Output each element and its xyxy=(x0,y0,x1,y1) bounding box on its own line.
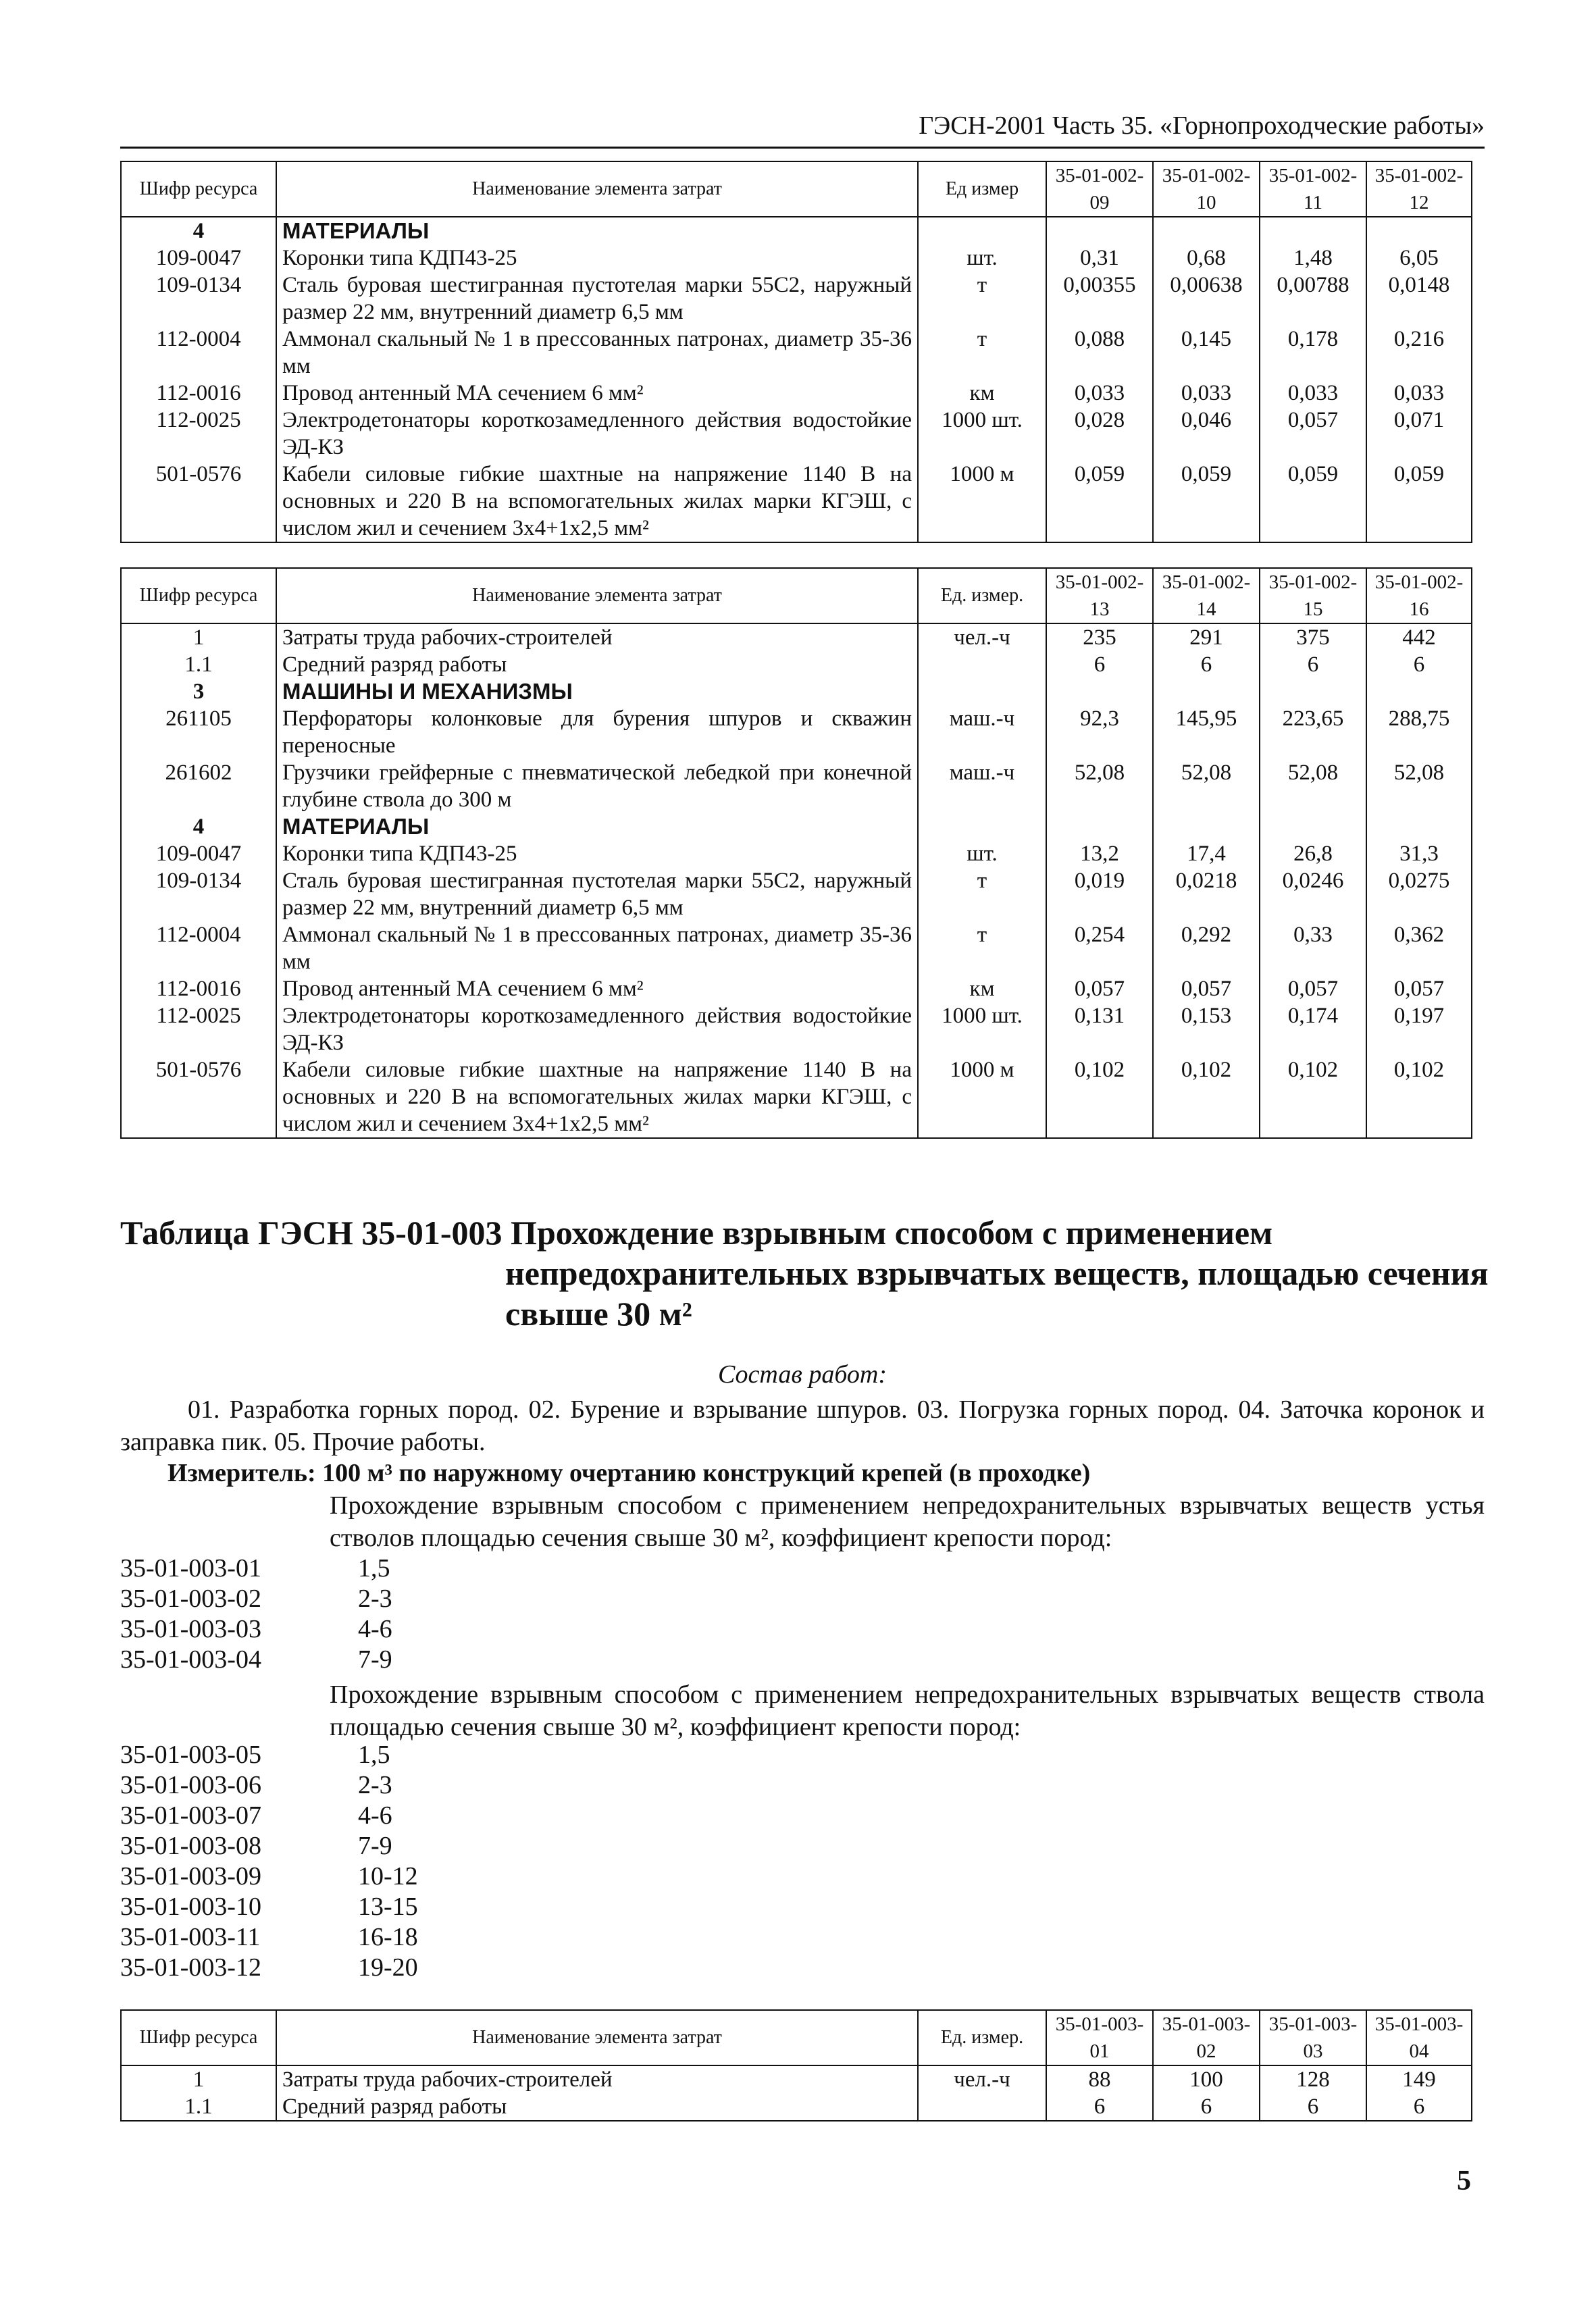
header-name: Наименование элемента затрат xyxy=(276,161,918,217)
table-header-row xyxy=(121,2010,1472,2065)
norm-code: 35-01-003-11 xyxy=(120,1923,261,1951)
running-header: ГЭСН-2001 Часть 35. «Горнопроходческие работы» xyxy=(919,111,1485,140)
header-col-3: 35-01-003-03 xyxy=(1260,2010,1366,2065)
resource-name: МАТЕРИАЛЫ xyxy=(276,813,918,840)
resource-value: 0,057 xyxy=(1260,407,1366,461)
resource-value: 0,057 xyxy=(1366,975,1472,1002)
description-2: Прохождение взрывным способом с применением непредохранительных взрывчатых веществ ствола площадью сечения свыше 30 м², коэффициент крепости пород: xyxy=(330,1680,1485,1741)
resource-value: 442 xyxy=(1366,623,1472,651)
hardness-value: 2-3 xyxy=(358,1771,392,1799)
resource-value: 128 xyxy=(1260,2065,1366,2093)
resource-value: 17,4 xyxy=(1153,840,1260,867)
code-list-2 xyxy=(120,1740,418,1983)
resource-value: 0,254 xyxy=(1046,921,1153,975)
norm-code: 35-01-003-04 xyxy=(120,1645,261,1674)
resource-value xyxy=(1046,813,1153,840)
table-row xyxy=(121,245,1472,272)
resource-code: 501-0576 xyxy=(121,1056,276,1138)
resource-code: 261105 xyxy=(121,705,276,759)
resource-name: МАШИНЫ И МЕХАНИЗМЫ xyxy=(276,678,918,705)
table-row xyxy=(121,840,1472,867)
resource-table-3 xyxy=(120,2009,1472,2122)
resource-unit: шт. xyxy=(918,840,1046,867)
resource-value: 6 xyxy=(1153,2093,1260,2121)
resource-value: 0,059 xyxy=(1260,461,1366,542)
table-row xyxy=(121,272,1472,326)
resource-value: 6 xyxy=(1366,651,1472,678)
resource-name: Кабели силовые гибкие шахтные на напряжение 1140 В на основных и 220 В на вспомогательных жилах марки КГЭШ, с числом жил и сечением 3х4+1х2,5 мм² xyxy=(276,461,918,542)
table-row xyxy=(121,975,1472,1002)
meter-text: Измеритель: 100 м³ по наружному очертанию конструкций крепей (в проходке) xyxy=(168,1459,1091,1487)
resource-value: 0,059 xyxy=(1366,461,1472,542)
resource-code: 1.1 xyxy=(121,2093,276,2121)
resource-value: 31,3 xyxy=(1366,840,1472,867)
resource-value: 0,0246 xyxy=(1260,867,1366,921)
resource-code: 112-0004 xyxy=(121,326,276,380)
resource-name: Затраты труда рабочих-строителей xyxy=(276,2065,918,2093)
table-row xyxy=(121,2093,1472,2121)
resource-value: 92,3 xyxy=(1046,705,1153,759)
resource-code: 112-0016 xyxy=(121,975,276,1002)
resource-name: Сталь буровая шестигранная пустотелая марки 55С2, наружный размер 22 мм, внутренний диаметр 6,5 мм xyxy=(276,272,918,326)
resource-value: 0,68 xyxy=(1153,245,1260,272)
resource-name: Кабели силовые гибкие шахтные на напряжение 1140 В на основных и 220 В на вспомогательных жилах марки КГЭШ, с числом жил и сечением 3х4+1х2,5 мм² xyxy=(276,1056,918,1138)
header-code: Шифр ресурса xyxy=(121,2010,276,2065)
resource-value: 0,131 xyxy=(1046,1002,1153,1056)
header-code: Шифр ресурса xyxy=(121,568,276,623)
resource-unit: маш.-ч xyxy=(918,705,1046,759)
resource-value: 6 xyxy=(1046,651,1153,678)
resource-code: 112-0025 xyxy=(121,1002,276,1056)
norm-code: 35-01-003-09 xyxy=(120,1862,261,1891)
resource-name: Электродетонаторы короткозамедленного действия водостойкие ЭД-КЗ xyxy=(276,407,918,461)
resource-unit xyxy=(918,651,1046,678)
resource-value: 223,65 xyxy=(1260,705,1366,759)
resource-value: 0,028 xyxy=(1046,407,1153,461)
resource-unit: км xyxy=(918,380,1046,407)
resource-unit xyxy=(918,217,1046,245)
header-col-2: 35-01-003-02 xyxy=(1153,2010,1260,2065)
resource-code: 112-0004 xyxy=(121,921,276,975)
description-1: Прохождение взрывным способом с применением непредохранительных взрывчатых веществ устья стволов площадью сечения свыше 30 м², коэффициент крепости пород: xyxy=(330,1491,1485,1552)
header-unit: Ед. измер. xyxy=(918,2010,1046,2065)
table-header-row xyxy=(121,161,1472,217)
header-col-3: 35-01-002-15 xyxy=(1260,568,1366,623)
resource-value: 235 xyxy=(1046,623,1153,651)
resource-name: Средний разряд работы xyxy=(276,651,918,678)
resource-name: Провод антенный МА сечением 6 мм² xyxy=(276,380,918,407)
resource-value: 288,75 xyxy=(1366,705,1472,759)
header-col-2: 35-01-002-14 xyxy=(1153,568,1260,623)
resource-value: 100 xyxy=(1153,2065,1260,2093)
resource-value xyxy=(1153,217,1260,245)
table-row xyxy=(121,1002,1472,1056)
resource-value: 6 xyxy=(1046,2093,1153,2121)
table-title xyxy=(120,1212,1491,1334)
code-list-1 xyxy=(120,1553,392,1675)
resource-unit: 1000 м xyxy=(918,1056,1046,1138)
resource-value xyxy=(1153,813,1260,840)
resource-code: 109-0047 xyxy=(121,840,276,867)
norm-code: 35-01-003-01 xyxy=(120,1554,261,1583)
resource-value: 52,08 xyxy=(1366,759,1472,813)
header-col-4: 35-01-002-12 xyxy=(1366,161,1472,217)
resource-value: 0,145 xyxy=(1153,326,1260,380)
header-col-1: 35-01-002-09 xyxy=(1046,161,1153,217)
resource-value xyxy=(1046,678,1153,705)
resource-value xyxy=(1260,217,1366,245)
resource-unit: 1000 шт. xyxy=(918,1002,1046,1056)
table-row xyxy=(121,407,1472,461)
resource-value: 0,178 xyxy=(1260,326,1366,380)
hardness-value: 16-18 xyxy=(358,1923,418,1951)
resource-name: Коронки типа КДП43-25 xyxy=(276,840,918,867)
hardness-value: 1,5 xyxy=(358,1741,390,1769)
resource-value: 6 xyxy=(1260,2093,1366,2121)
resource-value xyxy=(1153,678,1260,705)
resource-name: Грузчики грейферные с пневматической лебедкой при конечной глубине ствола до 300 м xyxy=(276,759,918,813)
resource-name: Коронки типа КДП43-25 xyxy=(276,245,918,272)
resource-value: 0,057 xyxy=(1046,975,1153,1002)
section-row xyxy=(121,678,1472,705)
resource-value: 0,0275 xyxy=(1366,867,1472,921)
resource-unit: т xyxy=(918,326,1046,380)
resource-value: 0,102 xyxy=(1366,1056,1472,1138)
resource-code: 261602 xyxy=(121,759,276,813)
resource-value: 145,95 xyxy=(1153,705,1260,759)
resource-unit xyxy=(918,2093,1046,2121)
resource-unit: маш.-ч xyxy=(918,759,1046,813)
resource-value: 0,0148 xyxy=(1366,272,1472,326)
norm-code: 35-01-003-02 xyxy=(120,1585,261,1613)
resource-code: 109-0134 xyxy=(121,867,276,921)
resource-name: Провод антенный МА сечением 6 мм² xyxy=(276,975,918,1002)
resource-value: 13,2 xyxy=(1046,840,1153,867)
resource-value: 0,033 xyxy=(1366,380,1472,407)
table-row xyxy=(121,1056,1472,1138)
resource-value: 88 xyxy=(1046,2065,1153,2093)
norm-code: 35-01-003-05 xyxy=(120,1741,261,1769)
resource-value: 0,033 xyxy=(1153,380,1260,407)
code-row xyxy=(120,1922,418,1953)
header-col-4: 35-01-002-16 xyxy=(1366,568,1472,623)
hardness-value: 10-12 xyxy=(358,1862,418,1891)
resource-code: 1 xyxy=(121,623,276,651)
section-row xyxy=(121,217,1472,245)
resource-name: Перфораторы колонковые для бурения шпуров и скважин переносные xyxy=(276,705,918,759)
table-row xyxy=(121,867,1472,921)
resource-value: 52,08 xyxy=(1153,759,1260,813)
resource-value xyxy=(1366,217,1472,245)
resource-value: 291 xyxy=(1153,623,1260,651)
header-unit: Ед измер xyxy=(918,161,1046,217)
table-row xyxy=(121,2065,1472,2093)
resource-value: 0,033 xyxy=(1046,380,1153,407)
resource-value: 52,08 xyxy=(1260,759,1366,813)
resource-value: 6 xyxy=(1153,651,1260,678)
composition-title: Состав работ: xyxy=(717,1360,887,1389)
page-number: 5 xyxy=(1457,2165,1471,2196)
norm-code: 35-01-003-07 xyxy=(120,1801,261,1830)
code-row xyxy=(120,1584,392,1614)
resource-value: 0,197 xyxy=(1366,1002,1472,1056)
table-title-line-3: свыше 30 м² xyxy=(505,1295,692,1333)
header-name: Наименование элемента затрат xyxy=(276,568,918,623)
table-row xyxy=(121,759,1472,813)
resource-value: 0,174 xyxy=(1260,1002,1366,1056)
resource-unit xyxy=(918,813,1046,840)
resource-value: 0,057 xyxy=(1260,975,1366,1002)
resource-name: Аммонал скальный № 1 в прессованных патронах, диаметр 35-36 мм xyxy=(276,326,918,380)
header-col-4: 35-01-003-04 xyxy=(1366,2010,1472,2065)
resource-value: 0,153 xyxy=(1153,1002,1260,1056)
hardness-value: 1,5 xyxy=(358,1554,390,1583)
section-row xyxy=(121,813,1472,840)
code-row xyxy=(120,1740,418,1770)
table-title-line-2: непредохранительных взрывчатых веществ, площадью сечения xyxy=(505,1254,1489,1292)
resource-value: 0,00638 xyxy=(1153,272,1260,326)
resource-code: 4 xyxy=(121,217,276,245)
resource-value: 0,00355 xyxy=(1046,272,1153,326)
resource-table-1 xyxy=(120,161,1472,543)
code-row xyxy=(120,1645,392,1675)
resource-value xyxy=(1366,813,1472,840)
resource-unit: 1000 шт. xyxy=(918,407,1046,461)
resource-value: 0,0218 xyxy=(1153,867,1260,921)
hardness-value: 7-9 xyxy=(358,1832,392,1860)
code-row xyxy=(120,1801,418,1831)
composition-text: 01. Разработка горных пород. 02. Бурение и взрывание шпуров. 03. Погрузка горных пород. 04. Заточка коронок и заправка пик. 05. Прочие работы. xyxy=(120,1395,1485,1456)
resource-value: 375 xyxy=(1260,623,1366,651)
resource-unit: чел.-ч xyxy=(918,623,1046,651)
resource-code: 112-0025 xyxy=(121,407,276,461)
resource-code: 109-0047 xyxy=(121,245,276,272)
resource-code: 1 xyxy=(121,2065,276,2093)
norm-code: 35-01-003-12 xyxy=(120,1953,261,1982)
resource-value: 0,292 xyxy=(1153,921,1260,975)
resource-value: 6 xyxy=(1366,2093,1472,2121)
header-col-3: 35-01-002-11 xyxy=(1260,161,1366,217)
resource-code: 3 xyxy=(121,678,276,705)
resource-value: 0,059 xyxy=(1046,461,1153,542)
norm-code: 35-01-003-06 xyxy=(120,1771,261,1799)
code-row xyxy=(120,1614,392,1645)
resource-name: Затраты труда рабочих-строителей xyxy=(276,623,918,651)
resource-code: 501-0576 xyxy=(121,461,276,542)
resource-unit: чел.-ч xyxy=(918,2065,1046,2093)
resource-name: Сталь буровая шестигранная пустотелая марки 55С2, наружный размер 22 мм, внутренний диаметр 6,5 мм xyxy=(276,867,918,921)
code-row xyxy=(120,1861,418,1892)
table-row xyxy=(121,651,1472,678)
resource-name: МАТЕРИАЛЫ xyxy=(276,217,918,245)
table-row xyxy=(121,623,1472,651)
norm-code: 35-01-003-10 xyxy=(120,1893,261,1921)
resource-value: 52,08 xyxy=(1046,759,1153,813)
code-row xyxy=(120,1553,392,1584)
resource-value: 0,102 xyxy=(1260,1056,1366,1138)
code-row xyxy=(120,1831,418,1861)
table-row xyxy=(121,380,1472,407)
table-header-row xyxy=(121,568,1472,623)
resource-value xyxy=(1260,678,1366,705)
resource-value: 6,05 xyxy=(1366,245,1472,272)
resource-value xyxy=(1046,217,1153,245)
resource-code: 4 xyxy=(121,813,276,840)
resource-value: 1,48 xyxy=(1260,245,1366,272)
resource-value: 0,31 xyxy=(1046,245,1153,272)
resource-name: Электродетонаторы короткозамедленного действия водостойкие ЭД-КЗ xyxy=(276,1002,918,1056)
header-rule xyxy=(120,147,1485,149)
resource-code: 109-0134 xyxy=(121,272,276,326)
resource-value: 0,33 xyxy=(1260,921,1366,975)
resource-value: 0,059 xyxy=(1153,461,1260,542)
resource-unit: т xyxy=(918,272,1046,326)
header-col-1: 35-01-003-01 xyxy=(1046,2010,1153,2065)
resource-table-2 xyxy=(120,567,1472,1139)
resource-name: Аммонал скальный № 1 в прессованных патронах, диаметр 35-36 мм xyxy=(276,921,918,975)
resource-value: 6 xyxy=(1260,651,1366,678)
resource-value: 149 xyxy=(1366,2065,1472,2093)
header-code: Шифр ресурса xyxy=(121,161,276,217)
resource-value: 0,019 xyxy=(1046,867,1153,921)
resource-unit xyxy=(918,678,1046,705)
header-name: Наименование элемента затрат xyxy=(276,2010,918,2065)
table-title-line-1: Таблица ГЭСН 35-01-003 Прохождение взрывным способом с применением xyxy=(120,1214,1273,1252)
code-row xyxy=(120,1953,418,1983)
header-col-2: 35-01-002-10 xyxy=(1153,161,1260,217)
resource-value: 0,102 xyxy=(1153,1056,1260,1138)
resource-value: 0,057 xyxy=(1153,975,1260,1002)
resource-name: Средний разряд работы xyxy=(276,2093,918,2121)
resource-value: 0,088 xyxy=(1046,326,1153,380)
table-row xyxy=(121,705,1472,759)
header-col-1: 35-01-002-13 xyxy=(1046,568,1153,623)
table-row xyxy=(121,921,1472,975)
table-row xyxy=(121,461,1472,542)
hardness-value: 19-20 xyxy=(358,1953,418,1982)
resource-value: 0,046 xyxy=(1153,407,1260,461)
hardness-value: 13-15 xyxy=(358,1893,418,1921)
resource-code: 112-0016 xyxy=(121,380,276,407)
norm-code: 35-01-003-08 xyxy=(120,1832,261,1860)
code-row xyxy=(120,1892,418,1922)
resource-value xyxy=(1366,678,1472,705)
resource-unit: шт. xyxy=(918,245,1046,272)
resource-value: 0,102 xyxy=(1046,1056,1153,1138)
resource-value: 26,8 xyxy=(1260,840,1366,867)
hardness-value: 2-3 xyxy=(358,1585,392,1613)
code-row xyxy=(120,1770,418,1801)
hardness-value: 4-6 xyxy=(358,1801,392,1830)
resource-value xyxy=(1260,813,1366,840)
hardness-value: 4-6 xyxy=(358,1615,392,1643)
table-row xyxy=(121,326,1472,380)
resource-unit: 1000 м xyxy=(918,461,1046,542)
resource-code: 1.1 xyxy=(121,651,276,678)
resource-value: 0,362 xyxy=(1366,921,1472,975)
resource-value: 0,033 xyxy=(1260,380,1366,407)
resource-value: 0,216 xyxy=(1366,326,1472,380)
header-unit: Ед. измер. xyxy=(918,568,1046,623)
resource-unit: т xyxy=(918,921,1046,975)
resource-unit: км xyxy=(918,975,1046,1002)
hardness-value: 7-9 xyxy=(358,1645,392,1674)
resource-value: 0,071 xyxy=(1366,407,1472,461)
norm-code: 35-01-003-03 xyxy=(120,1615,261,1643)
resource-value: 0,00788 xyxy=(1260,272,1366,326)
resource-unit: т xyxy=(918,867,1046,921)
